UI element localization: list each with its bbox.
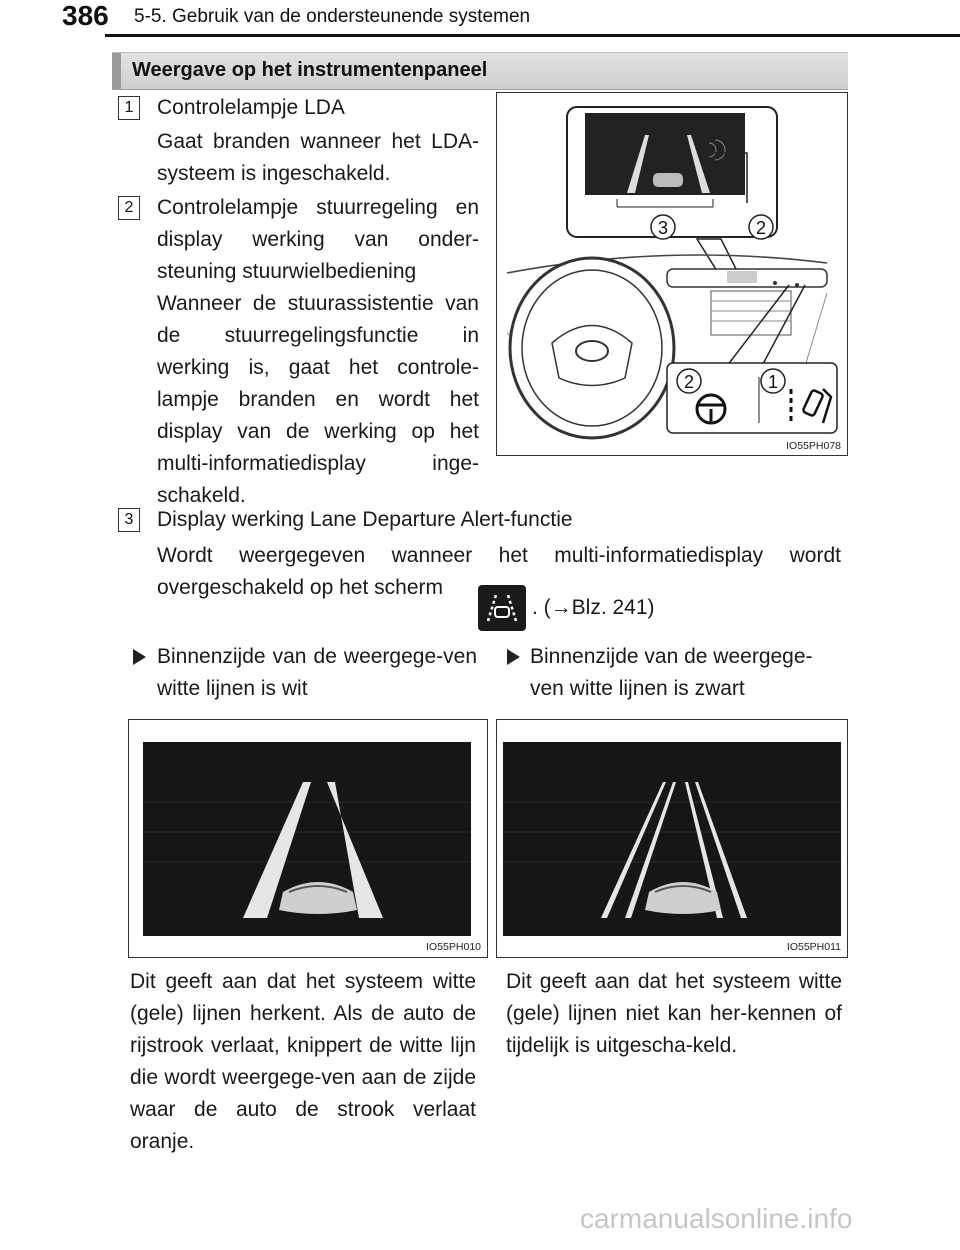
footer-watermark: carmanualsonline.info	[580, 1203, 853, 1234]
figure-code: IO55PH011	[786, 941, 841, 953]
header-rule	[105, 34, 960, 37]
note-arrow-icon	[507, 649, 520, 665]
item-1-marker: 1	[118, 96, 140, 120]
item-2-marker: 2	[118, 196, 140, 220]
item-3-title: Display werking Lane Departure Alert-functie	[157, 508, 573, 531]
item-1-description: Gaat branden wanneer het LDA-systeem is ingeschakeld.	[157, 130, 479, 185]
dashboard-illustration	[497, 93, 846, 454]
item-3-marker: 3	[118, 508, 140, 532]
item-3-page-ref: . (→Blz. 241)	[532, 596, 655, 619]
section-bar-accent	[112, 53, 121, 89]
running-header: 5-5. Gebruik van de ondersteunende systemen	[134, 6, 531, 27]
callout-2-top: 2	[755, 218, 767, 238]
section-title: Weergave op het instrumentenpaneel	[132, 59, 488, 81]
lda-display-black-lines	[503, 742, 841, 936]
callout-3: 3	[657, 218, 669, 238]
page-number: 386	[62, 0, 109, 31]
item-3-description: Wordt weergegeven wanneer het multi-informatiedisplay wordt overgeschakeld op het scherm	[157, 544, 841, 599]
figure-lines-white	[128, 719, 488, 958]
lda-display-white-lines	[143, 742, 471, 936]
lda-screen-icon	[478, 585, 526, 631]
item-1-title: Controlelampje LDA	[157, 96, 345, 119]
dashboard-figure	[496, 92, 848, 456]
figure-code: IO55PH010	[426, 941, 481, 953]
column-1-heading: Binnenzijde van de weergege-ven witte lijnen is wit	[157, 645, 477, 700]
note-arrow-icon	[133, 649, 146, 665]
section-bar	[112, 52, 848, 90]
callout-2-bottom: 2	[683, 372, 695, 392]
item-2-title: Controlelampje stuurregeling en display werking van onder-steuning stuurwielbediening	[157, 196, 479, 283]
callout-1: 1	[767, 372, 779, 392]
column-1-text: Dit geeft aan dat het systeem witte (gele) lijnen herkent. Als de auto de rijstrook verlaat, knippert de witte lijn die wordt weergege-ven aan de zijde waar de auto de strook verlaat oranje.	[130, 970, 476, 1153]
column-2-text: Dit geeft aan dat het systeem witte (gele) lijnen niet kan her-kennen of tijdelijk is uitgescha-keld.	[506, 970, 842, 1057]
column-2-heading: Binnenzijde van de weergege-ven witte lijnen is zwart	[530, 645, 813, 700]
figure-code: IO55PH078	[786, 440, 841, 452]
figure-lines-black	[496, 719, 848, 958]
item-2-description: Wanneer de stuurassistentie van de stuurregelingsfunctie in werking is, gaat het controle-lampje branden en wordt het display van de werking op het multi-informatiedisplay inge-schakeld.	[157, 292, 479, 507]
